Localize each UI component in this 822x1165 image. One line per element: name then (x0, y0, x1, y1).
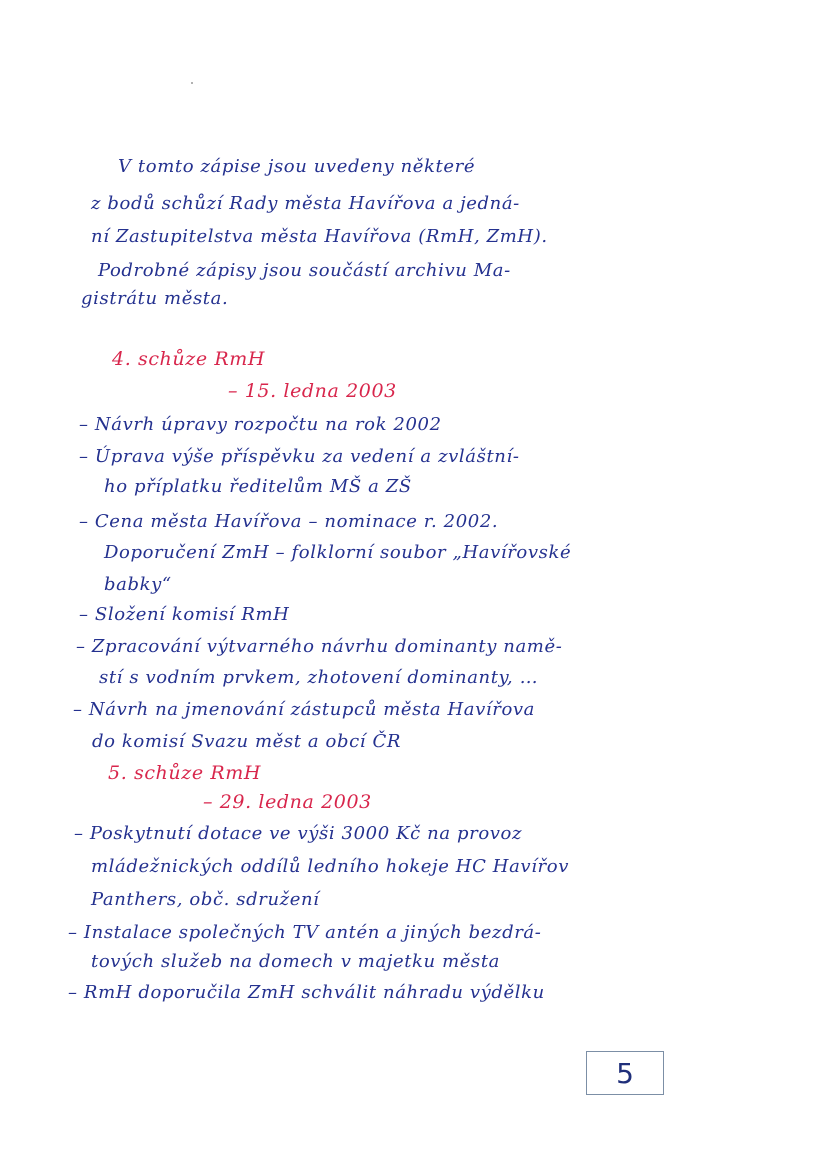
meeting-4-item: babky“ (104, 574, 172, 595)
meeting-4-item: – Návrh úpravy rozpočtu na rok 2002 (79, 414, 442, 435)
meeting-4-item: – Složení komisí RmH (79, 604, 290, 625)
meeting-5-item: tových služeb na domech v majetku města (91, 951, 500, 972)
meeting-4-date: – 15. ledna 2003 (228, 380, 397, 402)
meeting-4-item: Doporučení ZmH – folklorní soubor „Havířovské (104, 542, 572, 563)
intro-line-3: ní Zastupitelstva města Havířova (RmH, ZmH). (91, 226, 548, 247)
intro-line-5: gistrátu města. (81, 288, 229, 309)
meeting-5-item: mládežnických oddílů ledního hokeje HC Havířov (91, 856, 569, 877)
intro-line-1: V tomto zápise jsou uvedeny některé (118, 156, 476, 177)
scan-speck (191, 82, 193, 84)
meeting-4-item: – Návrh na jmenování zástupců města Havířova (73, 699, 535, 720)
meeting-4-item: do komisí Svazu měst a obcí ČR (92, 731, 402, 752)
meeting-5-item: Panthers, obč. sdružení (91, 889, 320, 910)
meeting-5-heading: 5. schůze RmH (108, 762, 262, 784)
meeting-4-item: ho příplatku ředitelům MŠ a ZŠ (104, 476, 412, 497)
meeting-4-item: stí s vodním prvkem, zhotovení dominanty, … (99, 667, 539, 688)
meeting-4-item: – Úprava výše příspěvku za vedení a zvláštní- (79, 446, 520, 467)
page-number: 5 (586, 1051, 664, 1095)
intro-line-4: Podrobné zápisy jsou součástí archivu Ma- (98, 260, 511, 281)
meeting-5-item: – RmH doporučila ZmH schválit náhradu výdělku (68, 982, 545, 1003)
meeting-5-date: – 29. ledna 2003 (203, 791, 372, 813)
meeting-5-item: – Instalace společných TV antén a jiných bezdrá- (68, 922, 542, 943)
meeting-4-heading: 4. schůze RmH (112, 348, 266, 370)
meeting-4-item: – Zpracování výtvarného návrhu dominanty namě- (76, 636, 563, 657)
meeting-5-item: – Poskytnutí dotace ve výši 3000 Kč na provoz (74, 823, 523, 844)
intro-line-2: z bodů schůzí Rady města Havířova a jedná- (91, 193, 520, 214)
meeting-4-item: – Cena města Havířova – nominace r. 2002. (79, 511, 499, 532)
